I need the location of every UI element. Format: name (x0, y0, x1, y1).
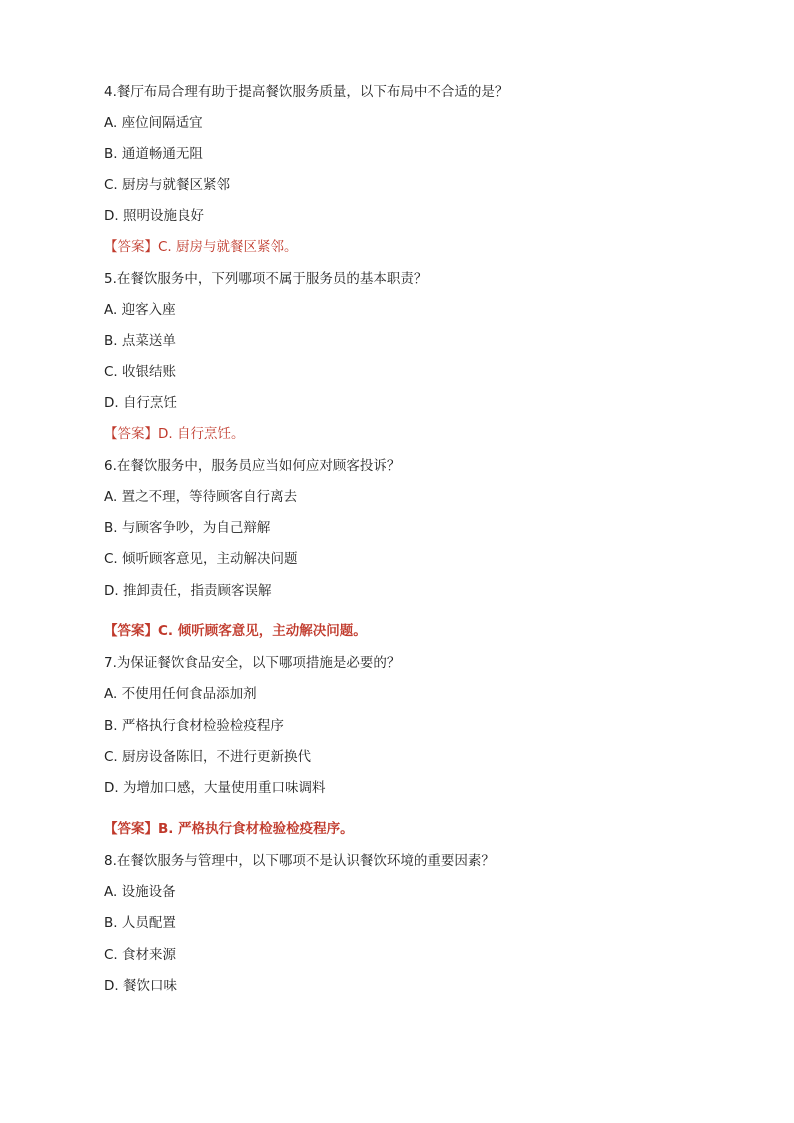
question-6-option-a: A. 置之不理，等待顾客自行离去 (104, 489, 298, 505)
question-4-option-d: D. 照明设施良好 (104, 208, 204, 224)
question-7: 7.为保证餐饮食品安全，以下哪项措施是必要的？ (104, 655, 401, 671)
question-7-option-d: D. 为增加口感，大量使用重口味调料 (104, 780, 326, 796)
question-7-answer: 【答案】B. 严格执行食材检验检疫程序。 (104, 821, 354, 837)
question-5: 5.在餐饮服务中，下列哪项不属于服务员的基本职责？ (104, 271, 428, 287)
question-6-option-b: B. 与顾客争吵，为自己辩解 (104, 520, 271, 536)
question-5-option-d: D. 自行烹饪 (104, 395, 177, 411)
question-4-option-b: B. 通道畅通无阻 (104, 146, 203, 162)
question-8-option-a: A. 设施设备 (104, 884, 176, 900)
question-8-option-c: C. 食材来源 (104, 947, 177, 963)
question-6-option-c: C. 倾听顾客意见，主动解决问题 (104, 551, 298, 567)
question-7-option-a: A. 不使用任何食品添加剂 (104, 686, 257, 702)
question-8-option-b: B. 人员配置 (104, 915, 176, 931)
question-4-option-a: A. 座位间隔适宜 (104, 115, 203, 131)
question-4-answer: 【答案】C. 厨房与就餐区紧邻。 (104, 239, 298, 255)
question-5-option-b: B. 点菜送单 (104, 333, 176, 349)
question-4-option-c: C. 厨房与就餐区紧邻 (104, 177, 231, 193)
question-5-answer: 【答案】D. 自行烹饪。 (104, 426, 245, 442)
question-5-option-a: A. 迎客入座 (104, 302, 176, 318)
question-4: 4.餐厅布局合理有助于提高餐饮服务质量，以下布局中不合适的是？ (104, 84, 509, 100)
question-8: 8.在餐饮服务与管理中，以下哪项不是认识餐饮环境的重要因素？ (104, 853, 495, 869)
question-7-option-b: B. 严格执行食材检验检疫程序 (104, 718, 284, 734)
question-5-option-c: C. 收银结账 (104, 364, 177, 380)
question-6-option-d: D. 推卸责任，指责顾客误解 (104, 583, 272, 599)
question-8-option-d: D. 餐饮口味 (104, 978, 177, 994)
question-7-option-c: C. 厨房设备陈旧，不进行更新换代 (104, 749, 312, 765)
question-6-answer: 【答案】C. 倾听顾客意见，主动解决问题。 (104, 623, 367, 639)
question-6: 6.在餐饮服务中，服务员应当如何应对顾客投诉？ (104, 458, 401, 474)
